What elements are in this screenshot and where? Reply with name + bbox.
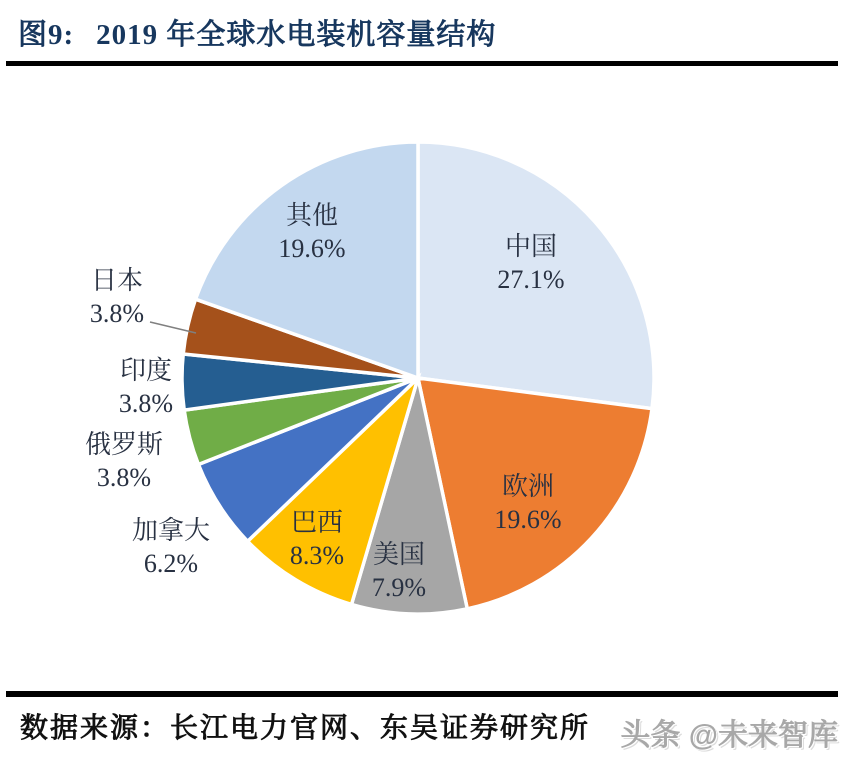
pie-label-india-name: 印度	[119, 356, 172, 385]
pie-label-japan-pct: 3.8%	[89, 299, 145, 328]
pie-label-brazil-name: 巴西	[290, 508, 343, 537]
pie-label-usa-name: 美国	[372, 540, 425, 569]
pie-label-china	[461, 230, 601, 296]
pie-label-canada-name: 加拿大	[131, 516, 210, 545]
pie-label-brazil	[247, 506, 387, 572]
figure-number: 图9:	[18, 19, 75, 51]
pie-label-canada-pct: 6.2%	[143, 549, 199, 578]
pie-label-canada	[101, 514, 241, 580]
pie-label-india	[76, 354, 216, 420]
data-source-text: 数据来源：长江电力官网、东吴证券研究所	[20, 713, 591, 744]
pie-label-russia	[54, 428, 194, 494]
figure-title-text: 2019 年全球水电装机容量结构	[96, 19, 497, 51]
pie-label-others-pct: 19.6%	[278, 234, 346, 263]
pie-label-japan	[47, 264, 187, 330]
pie-label-others	[242, 199, 382, 265]
pie-label-china-name: 中国	[504, 232, 557, 261]
pie-label-usa-pct: 7.9%	[371, 573, 427, 602]
pie-label-europe	[458, 470, 598, 536]
footer-divider-rule	[6, 691, 838, 697]
pie-label-others-name: 其他	[285, 201, 338, 230]
pie-label-europe-pct: 19.6%	[494, 505, 562, 534]
pie-label-europe-name: 欧洲	[501, 472, 554, 501]
watermark-text: 头条 @未来智库	[620, 719, 838, 752]
pie-label-russia-pct: 3.8%	[96, 463, 152, 492]
pie-label-india-pct: 3.8%	[118, 389, 174, 418]
pie-label-russia-name: 俄罗斯	[84, 430, 163, 459]
pie-label-japan-name: 日本	[90, 266, 143, 295]
pie-label-brazil-pct: 8.3%	[289, 541, 345, 570]
pie-label-china-pct: 27.1%	[497, 265, 565, 294]
